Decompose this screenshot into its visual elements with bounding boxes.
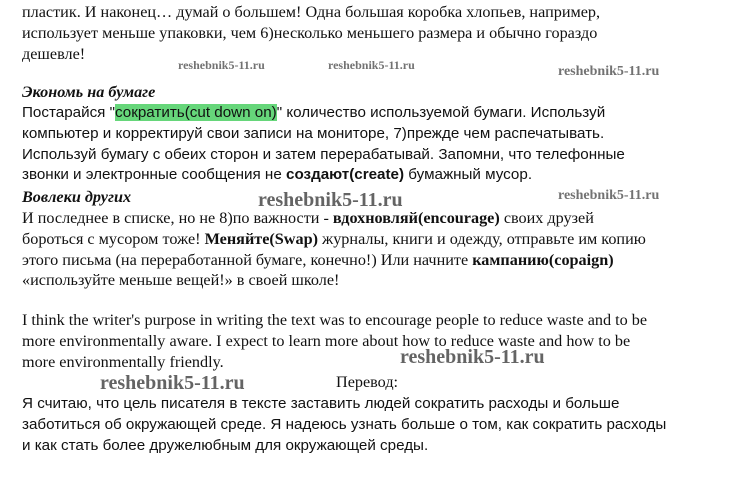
watermark: reshebnik5-11.ru [328,58,415,72]
translation-label: Перевод: [336,373,399,391]
text-line [22,250,737,271]
watermark: reshebnik5-11.ru [400,346,545,368]
text-line: «используйте меньше вещей!» в своей школе! [22,271,340,290]
text-fragment: " количество используемой бумаги. Используй [276,104,606,121]
text-fragment: этого письма (на переработанной бумаге, конечно!) Или начните [22,250,473,269]
text-line: I think the writer's purpose in writing the text was to encourage people to reduce waste and to be [22,311,648,329]
heading-paper: Экономь на бумаге [22,83,156,101]
bold-term: кампанию(copaign) [472,250,614,269]
watermark: reshebnik5-11.ru [258,189,403,211]
text-line [22,165,737,186]
text-line: пластик. И наконец… думай о большем! Одна большая коробка хлопьев, например, [22,3,601,21]
text-line: заботиться об окружающей среде. Я надеюсь узнать больше о том, как сократить расходы [22,415,667,433]
text-line: more environmentally friendly. [22,352,224,371]
highlighted-phrase: сократить(cut down on) [115,104,277,121]
watermark: reshebnik5-11.ru [558,188,660,203]
text-fragment: журналы, книги и одежду, отправьте им копию [317,229,646,248]
bold-term: создают(create) [286,166,405,184]
bold-term: Меняйте(Swap) [204,229,318,248]
watermark: reshebnik5-11.ru [100,372,245,394]
text-line: Я считаю, что цель писателя в тексте заставить людей сократить расходы и больше [22,395,620,412]
text-fragment: бумажный мусор. [404,166,533,184]
text-line: дешевле! [22,44,86,63]
text-fragment: бороться с мусором тоже! [22,229,205,248]
text-line [22,229,737,250]
watermark: reshebnik5-11.ru [558,64,660,79]
paragraph-intro [22,2,737,64]
text-line [22,103,737,124]
paragraph-others [22,208,737,291]
text-fragment: своих друзей [499,209,594,227]
heading-others: Вовлеки других [22,188,132,206]
text-line: компьютер и корректируй свои записи на мониторе, 7)прежде чем распечатывать. [22,124,605,142]
text-line: more environmentally aware. I expect to learn more about how to reduce waste and how to be [22,331,631,350]
paragraph-translation [22,394,737,456]
watermark: reshebnik5-11.ru [178,58,265,72]
text-line: Используй бумагу с обеих сторон и затем перерабатывай. Запомни, что телефонные [22,145,625,163]
text-line: использует меньше упаковки, чем 6)несколько меньшего размера и обычно гораздо [22,23,598,42]
text-line: и как стать более дружелюбным для окружающей среды. [22,436,429,454]
text-fragment: звонки и электронные сообщения не [22,166,286,184]
bold-term: вдохновляй(encourage) [332,209,500,227]
paragraph-english [22,310,737,372]
paragraph-paper [22,103,737,186]
text-fragment: Постарайся " [22,104,115,121]
text-fragment: И последнее в списке, но не 8)по важности - [22,209,333,227]
